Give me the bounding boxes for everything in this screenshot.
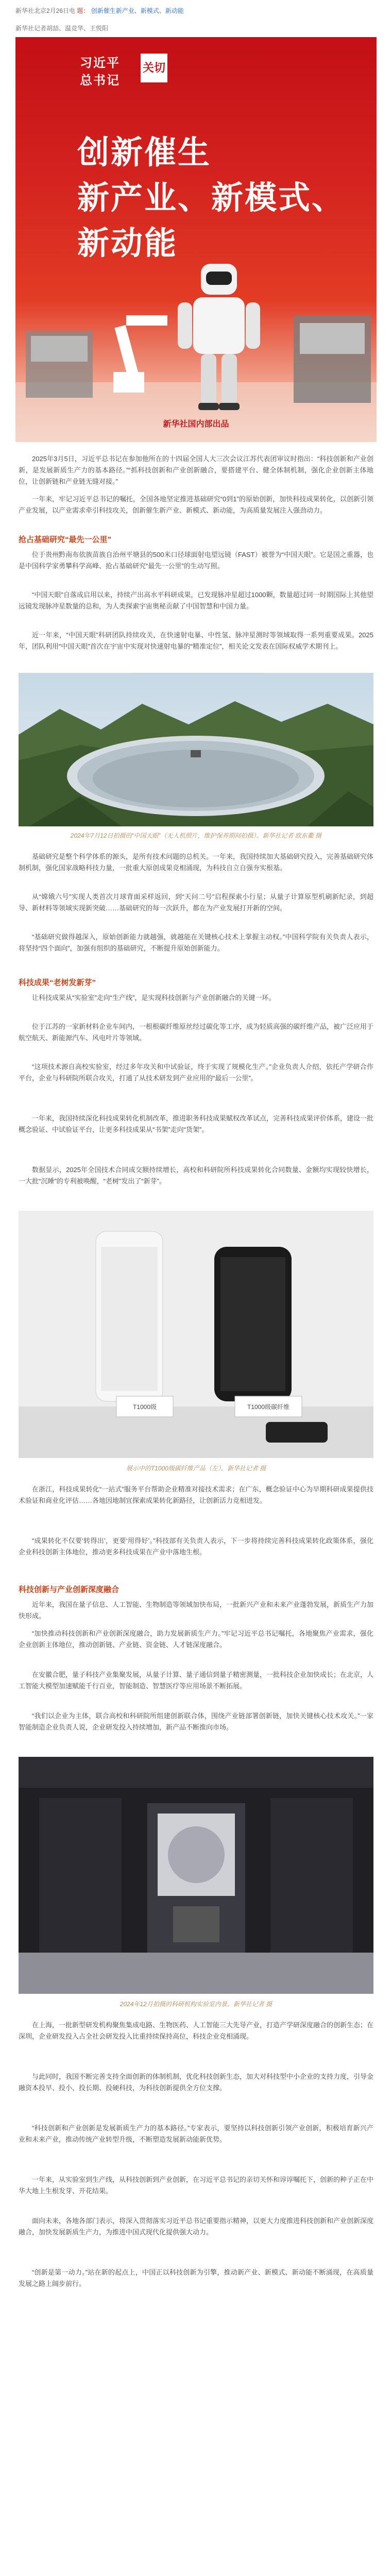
fast-telescope-image [19, 673, 373, 826]
body-paragraph: 在安徽合肥，量子科技产业集聚发展，从量子计算、量子通信到量子精密测量，一批科技企业加快成长；在北京，人工智能大模型加速赋能千行百业，智能制造、智慧医疗等应用场景不断拓展。 [19, 1671, 374, 1690]
logo-badge: 关切 [141, 54, 167, 82]
hero-poster [15, 37, 377, 442]
body-paragraph: “基础研究做得越深入，原始创新能力就越强，就越能在关键核心技术上掌握主动权。”中国科学院有关负责人表示，将坚持“四个面向”，加强有组织的基础研究，不断提升原始创新能力。 [19, 933, 373, 952]
body-paragraph: 与此同时，我国不断完善支持全面创新的体制机制，优化科技创新生态，加大对科技型中小企业的支持力度，引导金融资本投早、投小、投长期、投硬科技，为科技创新提供全方位支撑。 [19, 2073, 374, 2092]
carbon-fiber-image [19, 1211, 373, 1458]
column-label: 题： [77, 7, 90, 14]
intro-paragraph: 一年来，牢记习近平总书记的嘱托，全国各地坚定推进基础研究“0到1”的原始创新，加快科技成果转化，以创新引领产业发展，以产业需求牵引科技攻关，创新催生新产业、新模式、新动能，为高质量发展注入强劲动力。 [19, 495, 373, 514]
body-paragraph: 让科技成果从“实验室”走向“生产线”，是实现科技创新与产业创新融合的关键一环。 [32, 994, 276, 1002]
lab-photo [19, 1757, 373, 1994]
photo-caption: 2024年12月拍摄的科研机构实验室内景。新华社记者 摄 [120, 2001, 272, 2008]
body-paragraph: 在上海，一批新型研发机构聚焦集成电路、生物医药、人工智能三大先导产业，打造产学研深度融合的创新生态；在深圳，企业研发投入占全社会研发投入比重持续保持高位，科技企业竞相涌现。 [19, 2021, 374, 2040]
body-paragraph: “我们以企业为主体，联合高校和科研院所组建创新联合体，围绕产业链部署创新链，加快关键核心技术攻关。”一家智能制造企业负责人说，企业研发投入持续增加，新产品不断推向市场。 [19, 1712, 373, 1731]
hero-title-line: 创新催生 [77, 133, 212, 171]
body-paragraph: 位于贵州黔南布依族苗族自治州平塘县的500米口径球面射电望远镜（FAST）被誉为“中国天眼”。它是国之重器，也是中国科学家勇攀科学高峰、抢占基础研究“最先一公里”的生动写照。 [19, 551, 373, 570]
body-paragraph: 近年来，我国在量子信息、人工智能、生物制造等领域加快布局，一批新兴产业和未来产业蓬勃发展，新质生产力加快形成。 [19, 1601, 374, 1620]
article-title[interactable]: 创新催生新产业、新模式、新动能 [91, 7, 184, 14]
hero-title-line: 新产业、新模式、 [77, 179, 346, 216]
hero-credit: 新华社国内部出品 [163, 420, 229, 429]
body-paragraph: 数据显示，2025年全国技术合同成交额持续增长，高校和科研院所科技成果转化合同数量、金额均实现较快增长，一大批“沉睡”的专利被唤醒，“老树”发出了“新芽”。 [19, 1166, 373, 1185]
body-paragraph: “这项技术源自高校实验室，经过多年攻关和中试验证，终于实现了规模化生产。”企业负责人介绍，依托产学研合作平台，企业与科研院所联合攻关，打通了从技术研发到产业应用的“最后一公里”。 [19, 1063, 373, 1082]
fast-telescope-photo [19, 673, 373, 826]
body-paragraph: 基础研究是整个科学体系的源头，是所有技术问题的总机关。一年来，我国持续加大基础研究投入，完善基础研究体制机制，强化国家战略科技力量，一批重大原创成果竞相涌现，为科技自立自强夯实根基。 [19, 853, 374, 872]
body-paragraph: 位于江苏的一家新材料企业车间内，一根根碳纤维原丝经过碳化等工序，成为轻质高强的碳纤维产品，被广泛应用于航空航天、新能源汽车、风电叶片等领域。 [19, 1023, 374, 1042]
hero-illustration [15, 253, 377, 442]
intro-paragraph: 2025年3月5日，习近平总书记在参加他所在的十四届全国人大三次会议江苏代表团审议时指出：“科技创新和产业创新，是发展新质生产力的基本路径。”“抓科技创新和产业创新融合，要搭建平台、健全体制机制，强化企业创新主体地位，让创新链和产业链无缝对接。” [19, 455, 373, 485]
photo-caption: 展示中的T1000级碳纤维产品（左）。新华社记者 摄 [126, 1465, 266, 1472]
body-paragraph: “中国天眼”自落成启用以来，持续产出高水平科研成果，已发现脉冲星超过1000颗，数量超过同一时期国际上其他望远镜发现脉冲星数量的总和，为人类探索宇宙奥秘贡献了中国智慧和中国力量。 [19, 591, 373, 610]
section-heading: 抢占基础研究“最先一公里” [19, 535, 112, 544]
logo-line2: 总书记 [80, 73, 120, 88]
hero-title [77, 130, 346, 266]
article-header [15, 6, 377, 15]
robot-arm-illustration [113, 315, 167, 393]
body-paragraph: 一年来，我国持续深化科技成果转化机制改革，推进职务科技成果赋权改革试点，完善科技成果评价体系，建设一批概念验证、中试验证平台，让更多科技成果从“书架”走向“货架”。 [19, 1114, 374, 1133]
body-paragraph: “创新是第一动力。”站在新的起点上，中国正以科技创新为引擎，推动新产业、新模式、新动能不断涌现，在高质量发展之路上阔步前行。 [19, 2268, 373, 2287]
column-logo [80, 53, 167, 89]
body-paragraph: 近一年来，“中国天眼”科研团队持续攻关，在快速射电暴、中性氢、脉冲星测时等领域取得一系列重要成果。2025年，团队利用“中国天眼”首次在宇宙中实现对快速射电暴的“精准定位”，相关论文发表在国际权威学术期刊上。 [19, 631, 373, 650]
body-paragraph: 从“嫦娥六号”实现人类首次月球背面采样返回，到“天问二号”启程探索小行星；从量子计算原型机刷新纪录，到超导、新材料等领域实现新突破……基础研究的每一次跃升，都在为产业发展打开新的空间。 [19, 893, 373, 912]
byline: 新华社记者胡喆、温竞华、王悦阳 [15, 25, 109, 32]
lab-image [19, 1757, 373, 1994]
body-paragraph: 面向未来，各地各部门表示，将深入贯彻落实习近平总书记重要指示精神，以更大力度推进科技创新和产业创新深度融合，加快发展新质生产力，为推进中国式现代化提供强大动力。 [19, 2217, 374, 2236]
logo-line1: 习近平 [80, 55, 120, 70]
body-paragraph: 一年来，从实验室到生产线，从科技创新到产业创新，在习近平总书记的亲切关怀和谆谆嘱托下，创新的种子正在中华大地上生根发芽、开花结果。 [19, 2176, 374, 2195]
body-paragraph: “科技创新和产业创新是发展新质生产力的基本路径。”专家表示，要坚持以科技创新引领产业创新，积极培育新兴产业和未来产业，推动传统产业转型升级，不断塑造发展新动能新优势。 [19, 2124, 373, 2143]
body-paragraph: “成果转化不仅要‘转得出’，更要‘用得好’。”科技部有关负责人表示，下一步将持续完善科技成果转化政策体系，强化企业科技创新主体地位，推动更多科技成果在产业中落地生根。 [19, 1537, 373, 1556]
body-paragraph: “加快推动科技创新和产业创新深度融合，助力发展新质生产力。”牢记习近平总书记嘱托，各地聚焦产业需求，强化企业创新主体地位，推动创新链、产业链、资金链、人才链深度融合。 [19, 1630, 373, 1649]
hero-title-line: 新动能 [77, 224, 178, 262]
dateline: 新华社北京2月26日电 [15, 7, 76, 14]
spool-label: T1000级碳纤维 [247, 1403, 290, 1411]
section-heading: 科技创新与产业创新深度融合 [19, 1585, 120, 1594]
body-paragraph: 在浙江，科技成果转化“一站式”服务平台帮助企业精准对接技术需求；在广东，概念验证中心为早期科研成果提供技术验证和商业化评估……各地因地制宜探索成果转化新路径，让创新活力竞相迸发。 [19, 1485, 373, 1504]
spool-label: T1000级 [132, 1403, 157, 1411]
carbon-fiber-photo [19, 1211, 373, 1458]
photo-caption: 2024年7月12日拍摄的“中国天眼”（无人机照片，维护保养期间拍摄）。新华社记者 欧东衢 摄 [70, 832, 322, 839]
section-heading: 科技成果“老树发新芽” [19, 978, 96, 987]
